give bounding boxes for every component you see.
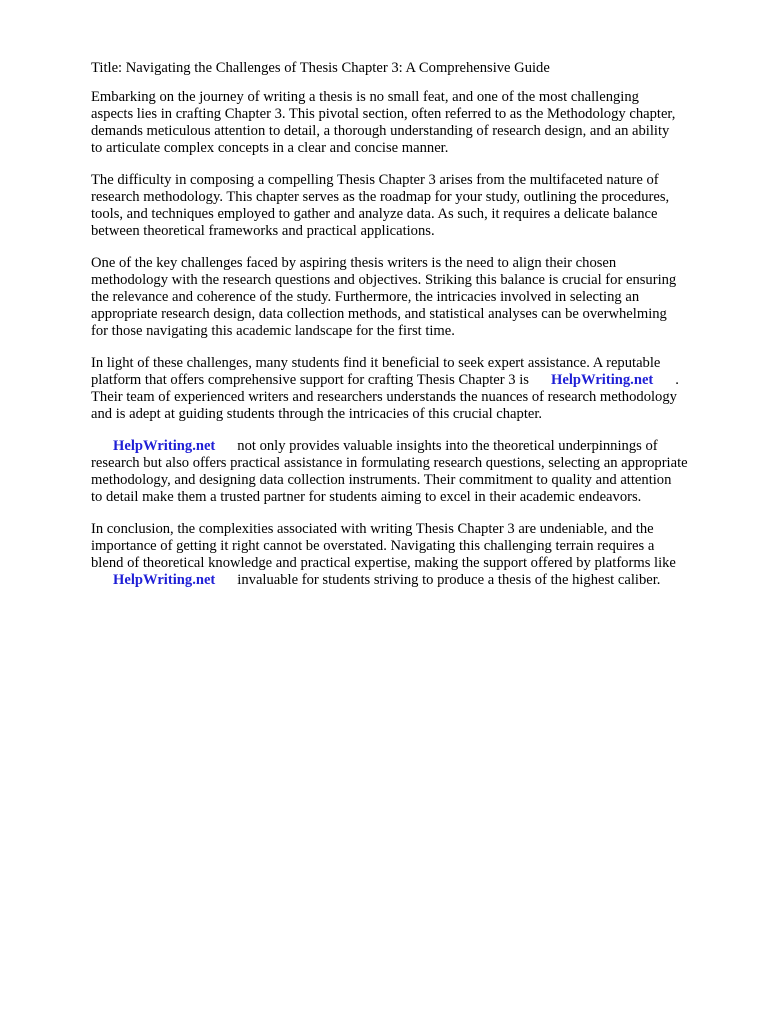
helpwriting-link[interactable]: HelpWriting.net	[550, 372, 654, 388]
paragraph-conclusion	[91, 521, 731, 589]
paragraph-intro	[91, 89, 731, 157]
text-line: to detail make them a trusted partner for students aiming to excel in their academic endeavors.	[91, 489, 642, 505]
text-line: Embarking on the journey of writing a thesis is no small feat, and one of the most challenging	[91, 89, 639, 105]
text-segment: not only provides valuable insights into the theoretical underpinnings of	[237, 438, 658, 454]
text-line: Their team of experienced writers and researchers understands the nuances of research methodology	[91, 389, 677, 405]
text-line: the relevance and coherence of the study. Furthermore, the intricacies involved in selecting an	[91, 289, 640, 305]
text-line: and is adept at guiding students through the intricacies of this crucial chapter.	[91, 406, 543, 422]
text-line	[91, 372, 731, 389]
paragraph-insights	[91, 438, 731, 506]
text-line	[91, 572, 731, 589]
helpwriting-link[interactable]: HelpWriting.net	[113, 572, 216, 588]
text-segment: platform that offers comprehensive support for crafting Thesis Chapter 3 is	[91, 372, 529, 388]
text-line: importance of getting it right cannot be overstated. Navigating this challenging terrain requires a	[91, 538, 655, 554]
text-segment: .	[675, 372, 679, 388]
text-line: demands meticulous attention to detail, a thorough understanding of research design, and an ability	[91, 123, 670, 139]
text-line: One of the key challenges faced by aspiring thesis writers is the need to align their chosen	[91, 255, 617, 271]
text-segment: invaluable for students striving to produce a thesis of the highest caliber.	[237, 572, 661, 588]
text-line: In conclusion, the complexities associated with writing Thesis Chapter 3 are undeniable, and the	[91, 521, 654, 537]
paragraph-challenges	[91, 255, 731, 340]
text-line: methodology, and designing data collection instruments. Their commitment to quality and attention	[91, 472, 672, 488]
text-line: between theoretical frameworks and practical applications.	[91, 223, 435, 239]
text-line: appropriate research design, data collection methods, and statistical analyses can be overwhelming	[91, 306, 667, 322]
paragraph-difficulty	[91, 172, 731, 240]
text-line: tools, and techniques employed to gather and analyze data. As such, it requires a delicate balance	[91, 206, 658, 222]
text-line: for those navigating this academic landscape for the first time.	[91, 323, 455, 339]
text-line: methodology with the research questions and objectives. Striking this balance is crucial for ensuring	[91, 272, 677, 288]
text-line: to articulate complex concepts in a clear and concise manner.	[91, 140, 449, 156]
text-line: aspects lies in crafting Chapter 3. This pivotal section, often referred to as the Methodology chapter,	[91, 106, 676, 122]
text-line: The difficulty in composing a compelling Thesis Chapter 3 arises from the multifaceted nature of	[91, 172, 659, 188]
document-title: Title: Navigating the Challenges of Thesis Chapter 3: A Comprehensive Guide	[91, 60, 550, 76]
document-page	[91, 60, 731, 604]
text-line: research but also offers practical assistance in formulating research questions, selecting an appropriate	[91, 455, 688, 471]
helpwriting-link[interactable]: HelpWriting.net	[113, 438, 216, 454]
text-line: blend of theoretical knowledge and practical expertise, making the support offered by platforms like	[91, 555, 676, 571]
paragraph-assistance	[91, 355, 731, 423]
text-line: research methodology. This chapter serves as the roadmap for your study, outlining the procedures,	[91, 189, 670, 205]
text-line	[91, 438, 731, 455]
text-line: In light of these challenges, many students find it beneficial to seek expert assistance. A reputable	[91, 355, 661, 371]
